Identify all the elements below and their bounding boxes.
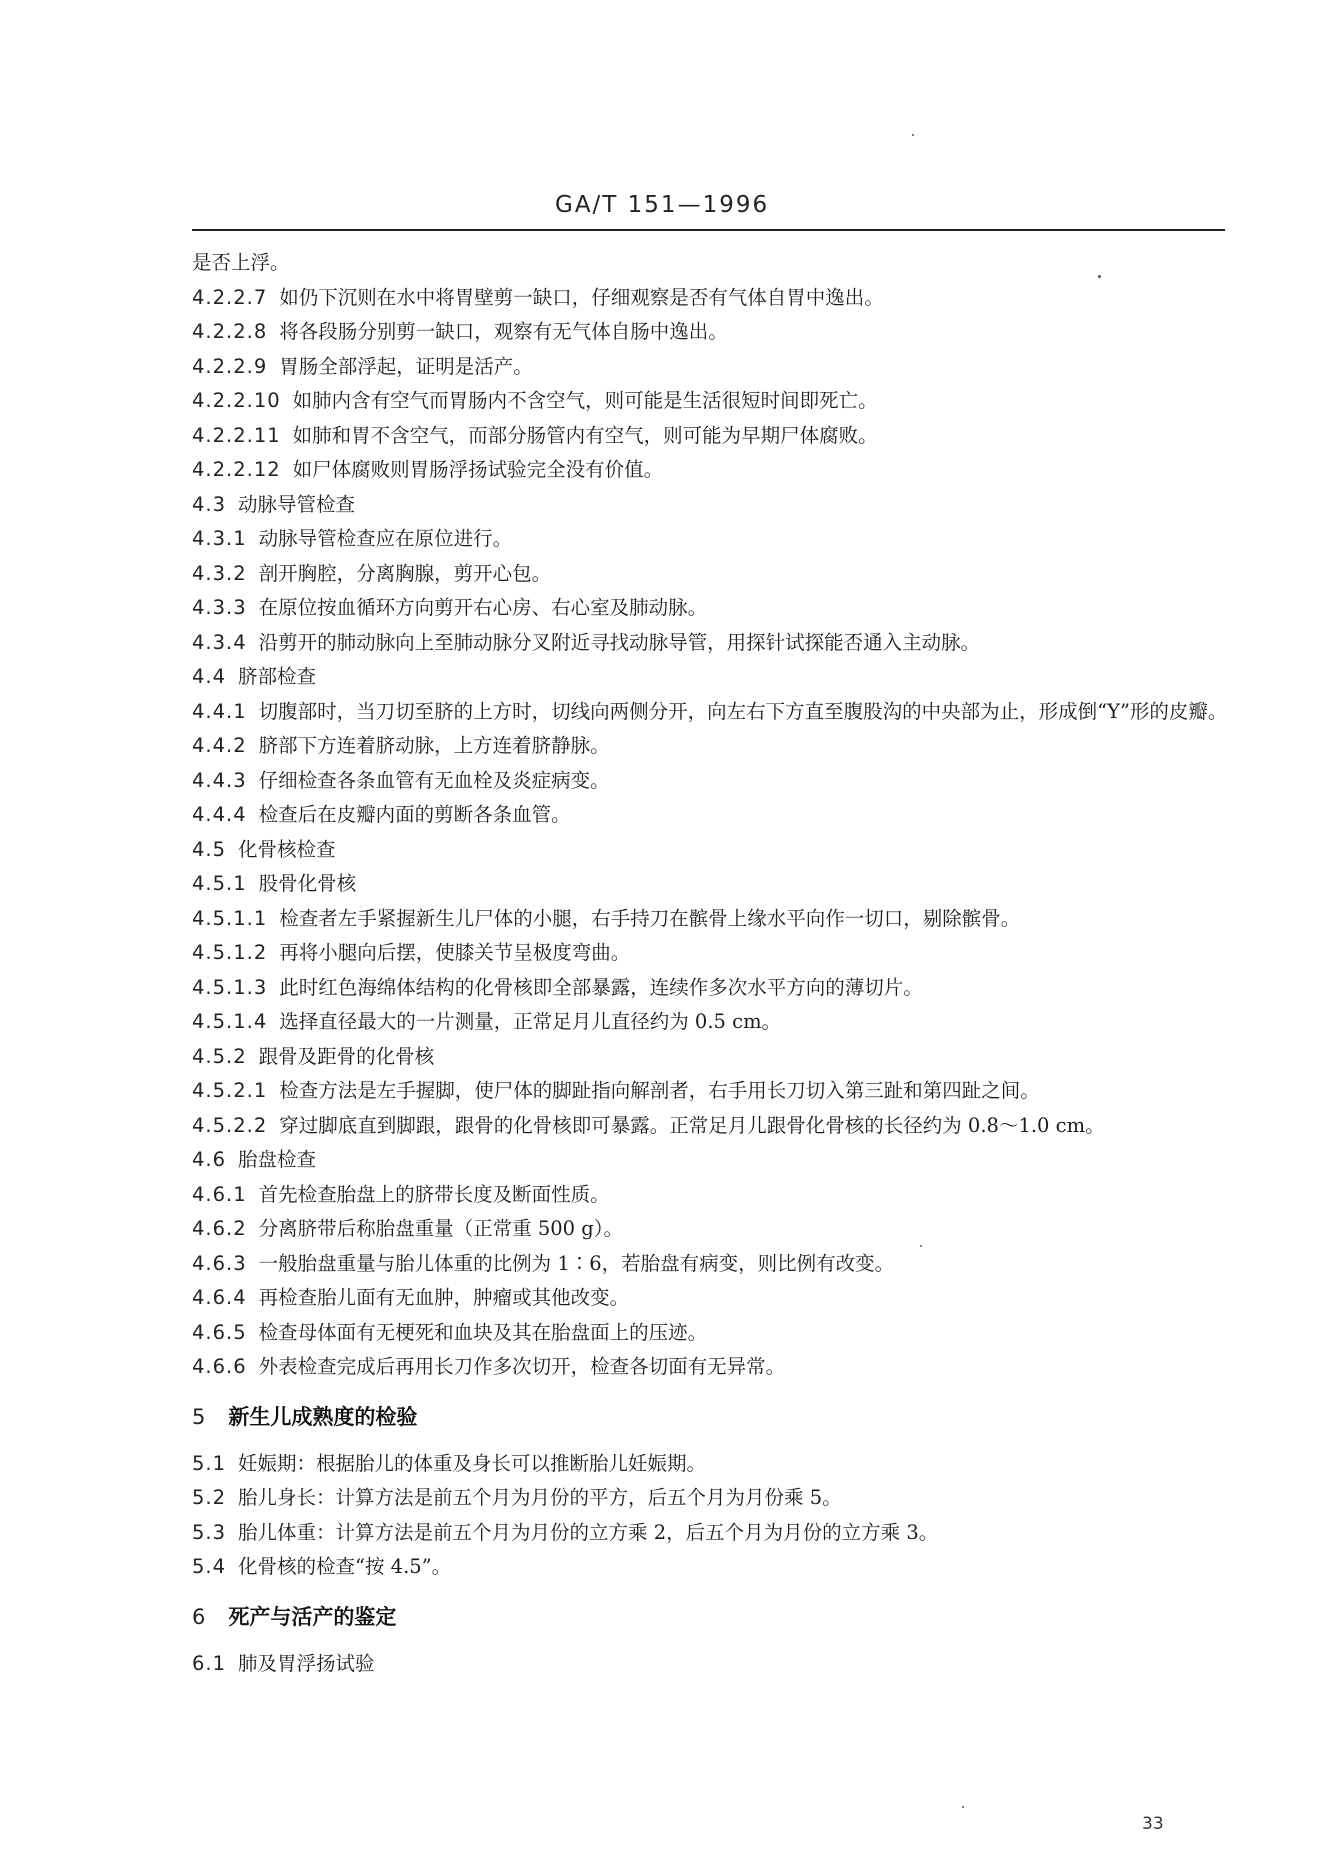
- clause-text: 股骨化骨核: [258, 872, 357, 895]
- clause-text: 脐部下方连着脐动脉，上方连着脐静脉。: [258, 734, 610, 757]
- clause-number: 4.6.6: [192, 1355, 247, 1378]
- clause-line: [192, 1550, 1232, 1585]
- clause-number: 4.5: [192, 837, 227, 861]
- clause-number: 4.2.2.9: [192, 354, 268, 378]
- clause-number: 4.6: [192, 1148, 227, 1171]
- section-title: 新生儿成熟度的检验: [228, 1403, 418, 1429]
- header-rule: [192, 229, 1225, 231]
- clause-text: 外表检查完成后再用长刀作多次切开，检查各切面有无异常。: [258, 1355, 786, 1378]
- clause-line: [192, 1247, 1232, 1282]
- scan-speck: [962, 1806, 964, 1808]
- clause-text: 肺及胃浮扬试验: [238, 1651, 375, 1675]
- clause-text: 脐部检查: [238, 665, 317, 688]
- clause-number: 4.6.5: [192, 1320, 247, 1344]
- clause-line: [192, 1281, 1232, 1316]
- scan-speck: [920, 1245, 922, 1247]
- clause-number: 4.6.4: [192, 1286, 247, 1309]
- clause-line: [192, 1516, 1232, 1551]
- clause-number: 4.5.2.2: [192, 1113, 268, 1137]
- clause-line: [192, 315, 1232, 350]
- clause-number: 4.6.2: [192, 1217, 247, 1240]
- section-5-heading: [192, 1399, 1232, 1435]
- clause-text: 胃肠全部浮起，证明是活产。: [279, 354, 533, 378]
- clause-line: [192, 1040, 1232, 1075]
- clause-number: 4.5.2: [192, 1044, 247, 1068]
- clause-text: 仔细检查各条血管有无血栓及炎症病变。: [258, 768, 610, 792]
- clause-number: 4.4.1: [192, 699, 247, 723]
- clause-line: [192, 833, 1232, 868]
- clause-number: 4.4.3: [192, 768, 247, 792]
- clause-text: 首先检查胎盘上的脐带长度及断面性质。: [258, 1182, 610, 1206]
- clause-text: 一般胎盘重量与胎儿体重的比例为 1∶6，若胎盘有病变，则比例有改变。: [258, 1251, 895, 1275]
- clause-text: 切腹部时，当刀切至脐的上方时，切线向两侧分开，向左右下方直至腹股沟的中央部为止，形成倒“Y”形的皮瓣。: [258, 699, 1228, 723]
- clause-line: [192, 419, 1232, 454]
- clause-line: [192, 1178, 1232, 1213]
- section-title: 死产与活产的鉴定: [228, 1603, 397, 1629]
- section-number: 5: [192, 1404, 207, 1429]
- clause-text: 胎儿体重：计算方法是前五个月为月份的立方乘 2，后五个月为月份的立方乘 3。: [238, 1520, 939, 1544]
- clause-line: [192, 246, 1232, 281]
- clause-line: [192, 902, 1232, 937]
- clause-line: [192, 729, 1232, 764]
- clause-line: [192, 764, 1232, 799]
- clause-number: 4.3.2: [192, 561, 247, 585]
- clause-number: 4.5.1.3: [192, 975, 268, 999]
- clause-text: 动脉导管检查: [238, 492, 356, 516]
- clause-number: 5.1: [192, 1451, 227, 1475]
- clause-text: 跟骨及距骨的化骨核: [258, 1044, 435, 1068]
- clause-line: [192, 1143, 1232, 1178]
- document-body: [192, 246, 1232, 1681]
- clause-line: [192, 557, 1232, 592]
- clause-number: 4.2.2.12: [192, 458, 281, 481]
- clause-number: 5.4: [192, 1555, 227, 1578]
- clause-line: [192, 1350, 1232, 1385]
- clause-number: 4.2.2.11: [192, 423, 281, 447]
- clause-line: [192, 1481, 1232, 1516]
- clause-number: 4.2.2.7: [192, 285, 268, 309]
- clause-text: 如尸体腐败则胃肠浮扬试验完全没有价值。: [292, 458, 664, 481]
- clause-text: 如肺内含有空气而胃肠内不含空气，则可能是生活很短时间即死亡。: [292, 389, 878, 412]
- clause-line: [192, 1212, 1232, 1247]
- clause-number: 4.6.3: [192, 1251, 247, 1275]
- clause-text: 检查母体面有无梗死和血块及其在胎盘面上的压迹。: [258, 1320, 708, 1344]
- scan-speck: [1098, 275, 1101, 278]
- clause-line: [192, 350, 1232, 385]
- clause-text: 沿剪开的肺动脉向上至肺动脉分叉附近寻找动脉导管，用探针试探能否通入主动脉。: [258, 630, 981, 654]
- clause-number: 4.5.1.1: [192, 906, 268, 930]
- section-6-items: [192, 1647, 1232, 1682]
- clause-number: 5.2: [192, 1486, 227, 1509]
- clause-line: [192, 1447, 1232, 1482]
- clause-text: 再将小腿向后摆，使膝关节呈极度弯曲。: [279, 941, 631, 964]
- clause-line: [192, 1647, 1232, 1682]
- clause-line: [192, 626, 1232, 661]
- clause-number: 5.3: [192, 1520, 227, 1544]
- clause-text: 胎盘检查: [238, 1148, 317, 1171]
- clause-line: [192, 695, 1232, 730]
- clause-line: [192, 867, 1232, 902]
- clause-text: 检查方法是左手握脚，使尸体的脚趾指向解剖者，右手用长刀切入第三趾和第四趾之间。: [279, 1079, 1040, 1102]
- clause-number: 4.5.1: [192, 872, 247, 895]
- clause-text: 胎儿身长：计算方法是前五个月为月份的平方，后五个月为月份乘 5。: [238, 1486, 842, 1509]
- clause-text: 检查后在皮瓣内面的剪断各条血管。: [258, 803, 571, 826]
- clause-line: [192, 798, 1232, 833]
- clause-text: 如仍下沉则在水中将胃壁剪一缺口，仔细观察是否有气体自胃中逸出。: [279, 285, 884, 309]
- section-6-heading: [192, 1599, 1232, 1635]
- clause-number: 4.5.1.2: [192, 941, 268, 964]
- page-number: 33: [1142, 1814, 1164, 1834]
- clause-line: [192, 660, 1232, 695]
- clause-list: [192, 246, 1232, 1385]
- clause-number: 4.3: [192, 492, 227, 516]
- clause-line: [192, 591, 1232, 626]
- clause-text: 化骨核的检查“按 4.5”。: [238, 1555, 452, 1578]
- clause-number: 4.3.4: [192, 630, 247, 654]
- clause-text: 此时红色海绵体结构的化骨核即全部暴露，连续作多次水平方向的薄切片。: [279, 975, 923, 999]
- clause-line: [192, 1316, 1232, 1351]
- standard-code-header: GA/T 151—1996: [555, 192, 770, 218]
- clause-number: 4.2.2.8: [192, 320, 268, 343]
- clause-text: 剖开胸腔，分离胸腺，剪开心包。: [258, 561, 552, 585]
- clause-number: 4.3.3: [192, 596, 247, 619]
- clause-number: 4.4.4: [192, 803, 247, 826]
- clause-line: [192, 281, 1232, 316]
- clause-number: 4.4: [192, 665, 227, 688]
- clause-line: [192, 936, 1232, 971]
- clause-number: 4.4.2: [192, 734, 247, 757]
- clause-text: 选择直径最大的一片测量，正常足月儿直径约为 0.5 cm。: [279, 1010, 782, 1033]
- clause-text: 将各段肠分别剪一缺口，观察有无气体自肠中逸出。: [279, 320, 728, 343]
- clause-line: [192, 971, 1232, 1006]
- clause-text: 穿过脚底直到脚跟，跟骨的化骨核即可暴露。正常足月儿跟骨化骨核的长径约为 0.8～1.0 cm。: [279, 1113, 1105, 1137]
- section-5-items: [192, 1447, 1232, 1585]
- clause-line: [192, 522, 1232, 557]
- clause-line: [192, 453, 1232, 488]
- clause-text: 妊娠期：根据胎儿的体重及身长可以推断胎儿妊娠期。: [238, 1451, 707, 1475]
- clause-number: 4.6.1: [192, 1182, 247, 1206]
- clause-text: 化骨核检查: [238, 837, 336, 861]
- clause-text: 是否上浮。: [192, 251, 290, 274]
- clause-line: [192, 384, 1232, 419]
- scan-speck: [912, 134, 914, 136]
- clause-number: 4.5.2.1: [192, 1079, 268, 1102]
- clause-number: 4.2.2.10: [192, 389, 281, 412]
- clause-number: 4.3.1: [192, 527, 247, 550]
- clause-text: 再检查胎儿面有无血肿，肿瘤或其他改变。: [258, 1286, 630, 1309]
- clause-line: [192, 488, 1232, 523]
- clause-text: 如肺和胃不含空气，而部分肠管内有空气，则可能为早期尸体腐败。: [292, 423, 878, 447]
- clause-text: 动脉导管检查应在原位进行。: [258, 527, 513, 550]
- section-number: 6: [192, 1604, 207, 1629]
- clause-number: 4.5.1.4: [192, 1010, 268, 1033]
- clause-line: [192, 1074, 1232, 1109]
- clause-line: [192, 1005, 1232, 1040]
- clause-text: 检查者左手紧握新生儿尸体的小腿，右手持刀在髌骨上缘水平向作一切口，剔除髌骨。: [279, 906, 1021, 930]
- clause-number: 6.1: [192, 1651, 227, 1675]
- clause-line: [192, 1109, 1232, 1144]
- clause-text: 在原位按血循环方向剪开右心房、右心室及肺动脉。: [258, 596, 708, 619]
- clause-text: 分离脐带后称胎盘重量（正常重 500 g）。: [258, 1217, 623, 1240]
